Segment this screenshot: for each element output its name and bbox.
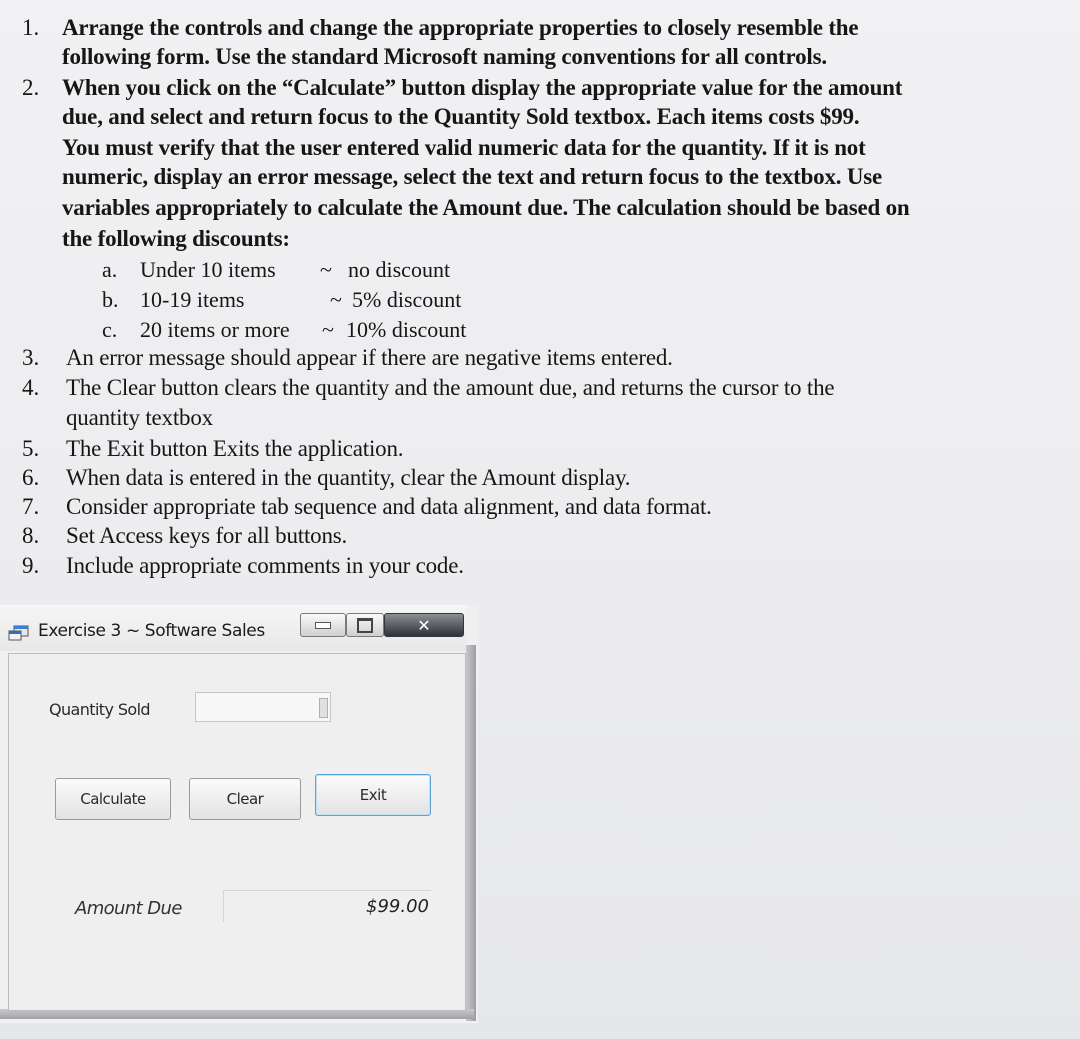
instruction-line: When you click on the “Calculate” button display the appropriate value for the amount	[62, 75, 903, 100]
instruction-line: You must verify that the user entered valid numeric data for the quantity. If it is not	[62, 135, 866, 160]
window-title: Exercise 3 ~ Software Sales	[38, 621, 265, 641]
item-number: 8.	[22, 523, 40, 548]
instruction-line: Set Access keys for all buttons.	[66, 523, 348, 548]
instruction-line: quantity textbox	[66, 405, 213, 430]
discount-letter: a.	[102, 257, 118, 282]
maximize-button[interactable]	[346, 613, 384, 637]
instruction-line: Arrange the controls and change the appropriate properties to closely resemble the	[62, 15, 859, 40]
maximize-icon	[357, 618, 373, 633]
window-frame-right	[466, 645, 476, 1021]
discount-separator: ~	[320, 257, 332, 282]
instruction-line: following form. Use the standard Microsoft naming conventions for all controls.	[62, 44, 827, 69]
instruction-line: When data is entered in the quantity, clear the Amount display.	[66, 465, 631, 490]
close-button[interactable]	[384, 613, 464, 637]
discount-value: no discount	[348, 257, 451, 282]
instruction-line: the following discounts:	[62, 226, 290, 251]
instruction-line: Include appropriate comments in your code.	[66, 553, 464, 578]
instruction-line: The Exit button Exits the application.	[66, 436, 404, 461]
discount-separator: ~	[322, 317, 334, 342]
item-number: 6.	[22, 465, 40, 490]
software-sales-window	[0, 605, 478, 1023]
calculate-button-label: Calculate	[80, 790, 146, 808]
instruction-line: due, and select and return focus to the Quantity Sold textbox. Each items costs $99.	[62, 104, 860, 129]
item-number: 1.	[22, 15, 40, 40]
item-number: 9.	[22, 553, 40, 578]
app-window-icon	[8, 625, 30, 641]
minimize-icon	[315, 622, 331, 629]
calculate-button[interactable]	[55, 778, 171, 820]
title-bar[interactable]	[0, 605, 466, 651]
exit-button-label: Exit	[359, 786, 387, 804]
quantity-sold-input[interactable]	[195, 692, 331, 722]
amount-due-label: Amount Due	[75, 898, 182, 919]
minimize-button[interactable]	[300, 613, 346, 637]
discount-letter: b.	[102, 287, 119, 312]
clear-button[interactable]	[189, 778, 301, 820]
discount-range: 10-19 items	[140, 287, 245, 312]
instruction-line: variables appropriately to calculate the Amount due. The calculation should be based on	[62, 195, 910, 220]
instruction-line: The Clear button clears the quantity and the amount due, and returns the cursor to the	[66, 375, 835, 400]
discount-range: Under 10 items	[140, 257, 276, 282]
item-number: 3.	[22, 345, 40, 370]
item-number: 4.	[22, 375, 40, 400]
discount-value: 5% discount	[352, 287, 462, 312]
form-client-area	[8, 653, 466, 1011]
item-number: 7.	[22, 494, 40, 519]
amount-due-display: $99.00	[223, 890, 431, 922]
close-icon: ✕	[417, 615, 431, 635]
discount-separator: ~	[330, 287, 342, 312]
instruction-line: An error message should appear if there are negative items entered.	[66, 345, 673, 370]
item-number: 5.	[22, 436, 40, 461]
clear-button-label: Clear	[226, 790, 264, 808]
discount-letter: c.	[102, 317, 118, 342]
instruction-line: Consider appropriate tab sequence and data alignment, and data format.	[66, 494, 712, 519]
quantity-sold-label: Quantity Sold	[49, 700, 150, 719]
discount-value: 10% discount	[346, 317, 467, 342]
exit-button[interactable]	[315, 774, 431, 816]
discount-range: 20 items or more	[140, 317, 290, 342]
instruction-line: numeric, display an error message, select the text and return focus to the textbox. Use	[62, 164, 883, 189]
item-number: 2.	[22, 75, 40, 100]
text-cursor-indicator	[319, 698, 328, 718]
